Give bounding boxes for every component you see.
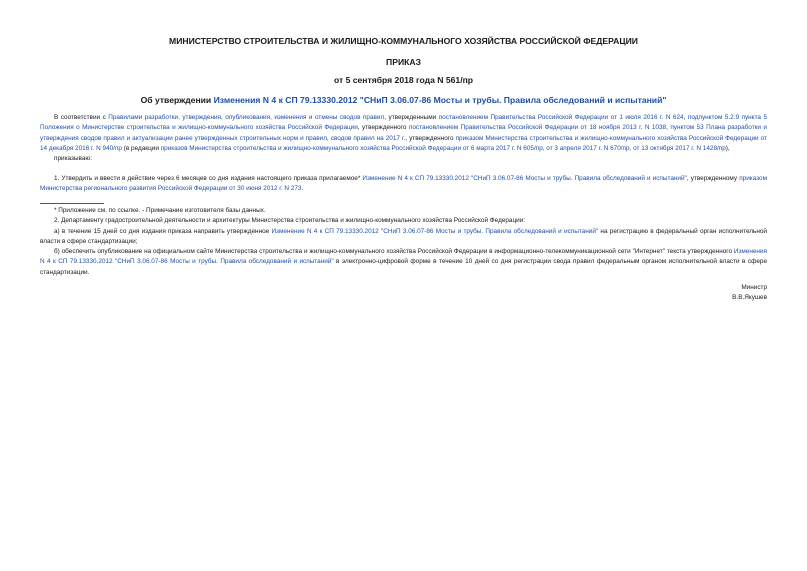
order-word: приказываю: [54,155,92,163]
footnote: * Приложение см. по ссылке. - Примечание изготовителя базы данных. [54,207,266,214]
preamble-text-8: ), [725,144,730,152]
item-1-text-2: , утвержденному [686,175,740,182]
rules-link[interactable]: Правилами разработки, утверждения, опубликования, изменения и отмены сводов правил [108,114,385,121]
preamble-text-4: , утвержденного [357,124,409,132]
government-decree-1038-link[interactable]: постановлением Правительства Российской Федерации от 18 ноября 2013 г. N 1038 [408,124,667,132]
item-1-text-3: . [301,185,304,193]
footnote-divider [40,203,104,204]
government-decree-624-link[interactable]: постановлением Правительства Российской Федерации от 1 июля 2016 г. N 624 [438,114,684,121]
item-2a-amendment-link[interactable]: Изменение N 4 к СП 79.13330.2012 "СНиП 3.06.07-86 Мосты и трубы. Правила обследований и испытаний" [271,227,599,235]
ministry-heading: МИНИСТЕРСТВО СТРОИТЕЛЬСТВА И ЖИЛИЩНО-КОММУНАЛЬНОГО ХОЗЯЙСТВА РОССИЙСКОЙ ФЕДЕРАЦИИ [169,36,638,46]
subject-prefix: Об утверждении [140,95,214,105]
document-type: ПРИКАЗ [386,57,421,67]
item-2b [40,247,767,278]
preamble-text-2: , утвержденными [384,114,439,121]
item-2a-text-1: а) в течение 15 дней со дня издания приказа направить утвержденное [54,227,272,235]
item-2b-text-1: б) обеспечить опубликование на официальном сайте Министерства строительства и жилищно-коммунального хозяйства Российской Федерации в информационно-телекоммуникационной сети "Интернет" текста утвержденного [54,248,734,256]
preamble-paragraph [40,113,767,154]
item-1-text-1: 1. Утвердить и ввести в действие через 6 месяцев со дня издания настоящего приказа прилагаемое* [54,175,363,182]
amendment-4-link[interactable]: Изменение N 4 к СП 79.13330.2012 "СНиП 3.06.07-86 Мосты и трубы. Правила обследований и испытаний" [362,175,687,182]
plan-item-53-link[interactable]: пунктом 53 Плана разработки и утверждения сводов правил и актуализации ранее утвержденных строительных норм и правил, сводов правил на 2017 г. [40,124,767,142]
signature-name: В.В.Якушев [732,294,767,301]
footnote-and-items [40,206,767,278]
preamble-text-1: В соответствии с [54,114,109,121]
preamble-text-3: , [683,114,688,121]
item-1 [40,174,767,195]
preamble [40,113,767,164]
item-2b-text-2: в электронно-цифровой форме в течение 10 дней со дня регистрации свода правил федеральным органом исполнительной власти в сфере стандартизации. [40,258,767,276]
subject-link[interactable]: Изменения N 4 к СП 79.13330.2012 "СНиП 3.06.07-86 Мосты и трубы. Правила обследований и испытаний" [213,95,667,105]
item-2: 2. Департаменту градостроительной деятельности и архитектуры Министерства строительства и жилищно-коммунального хозяйства Российской Федерации: [54,217,526,225]
amending-orders-link[interactable]: приказов Министерства строительства и жилищно-коммунального хозяйства Российской Федерации от 6 марта 2017 г. N 605/пр, от 3 апреля 2017 г. N 670/пр, от 13 октября 2017 г. N 1428/пр [160,144,726,152]
item-2a [40,227,767,248]
item-2b-amendment-link[interactable]: Изменения N 4 к СП 79.13330.2012 "СНиП 3.06.07-86 Мосты и трубы. Правила обследований и испытаний" [40,248,767,266]
preamble-text-5: , [666,124,671,132]
document-subject [40,95,767,105]
order-273-link[interactable]: приказом Министерства регионального развития Российской Федерации от 30 июня 2012 г. N 273 [40,175,767,193]
item-2a-text-2: на регистрацию в федеральный орган исполнительной власти в сфере стандартизации; [40,227,767,245]
ministry-regulation-link[interactable]: подпунктом 5.2.9 пункта 5 Положения о Министерстве строительства и жилищно-коммунального хозяйства Российской Федерации [40,114,768,132]
preamble-text-6: , утвержденного [405,134,456,142]
order-940-link[interactable]: приказом Министерства строительства и жилищно-коммунального хозяйства Российской Федерации от 14 декабря 2016 г. N 940/пр [40,134,767,152]
signature-title: Министр [741,284,767,291]
preamble-text-7: (в редакции [121,144,161,152]
document-date: от 5 сентября 2018 года N 561/пр [333,75,474,85]
item-1-paragraph [40,174,767,195]
